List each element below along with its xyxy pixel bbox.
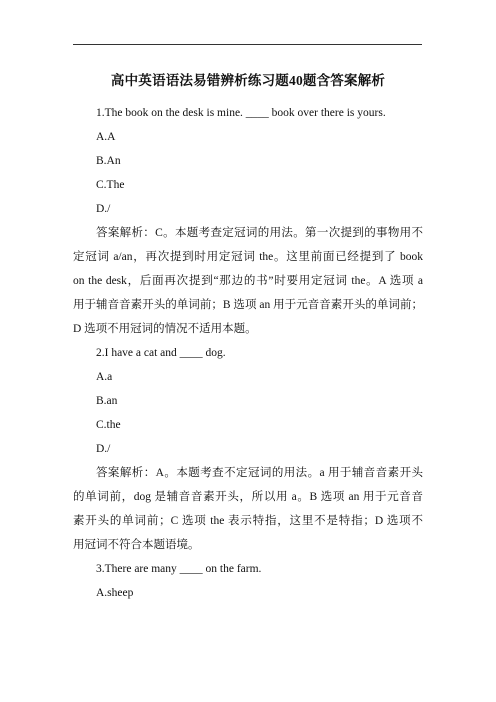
explanation-line: 素开头的单词前；C 选项 the 表示特指，这里不是特指；D 选项不 xyxy=(73,515,423,527)
option-d: D./ xyxy=(96,443,111,455)
option-b: B.An xyxy=(96,155,121,167)
option-a: A.sheep xyxy=(96,587,134,599)
option-d: D./ xyxy=(96,203,111,215)
document-body xyxy=(73,105,423,609)
option-a: A.a xyxy=(96,371,113,383)
explanation-line: 定冠词 a/an，再次提到时用定冠词 the。这里前面已经提到了 book xyxy=(73,251,423,263)
explanation-line: 用于辅音音素开头的单词前；B 选项 an 用于元音音素开头的单词前； xyxy=(73,299,423,311)
option-a: A.A xyxy=(96,131,116,143)
option-b: B.an xyxy=(96,395,118,407)
explanation-line: 的单词前，dog 是辅音音素开头，所以用 a。B 选项 an 用于元音音 xyxy=(73,491,423,503)
question-stem: 2.I have a cat and ____ dog. xyxy=(96,347,226,359)
explanation-line: 用冠词不符合本题语境。 xyxy=(73,539,200,551)
option-c: C.the xyxy=(96,419,121,431)
explanation-line: 答案解析：A。本题考查不定冠词的用法。a 用于辅音音素开头 xyxy=(96,467,423,479)
header-rule xyxy=(73,44,422,45)
explanation-line: 答案解析：C。本题考查定冠词的用法。第一次提到的事物用不 xyxy=(96,227,423,239)
option-c: C.The xyxy=(96,179,125,191)
question-stem: 1.The book on the desk is mine. ____ book over there is yours. xyxy=(96,107,386,119)
question-stem: 3.There are many ____ on the farm. xyxy=(96,563,262,575)
document-title: 高中英语语法易错辨析练习题40题含答案解析 xyxy=(110,73,386,88)
explanation-line: on the desk，后面再次提到“那边的书”时要用定冠词 the。A 选项 a xyxy=(73,275,423,287)
explanation-line: D 选项不用冠词的情况不适用本题。 xyxy=(73,323,257,335)
